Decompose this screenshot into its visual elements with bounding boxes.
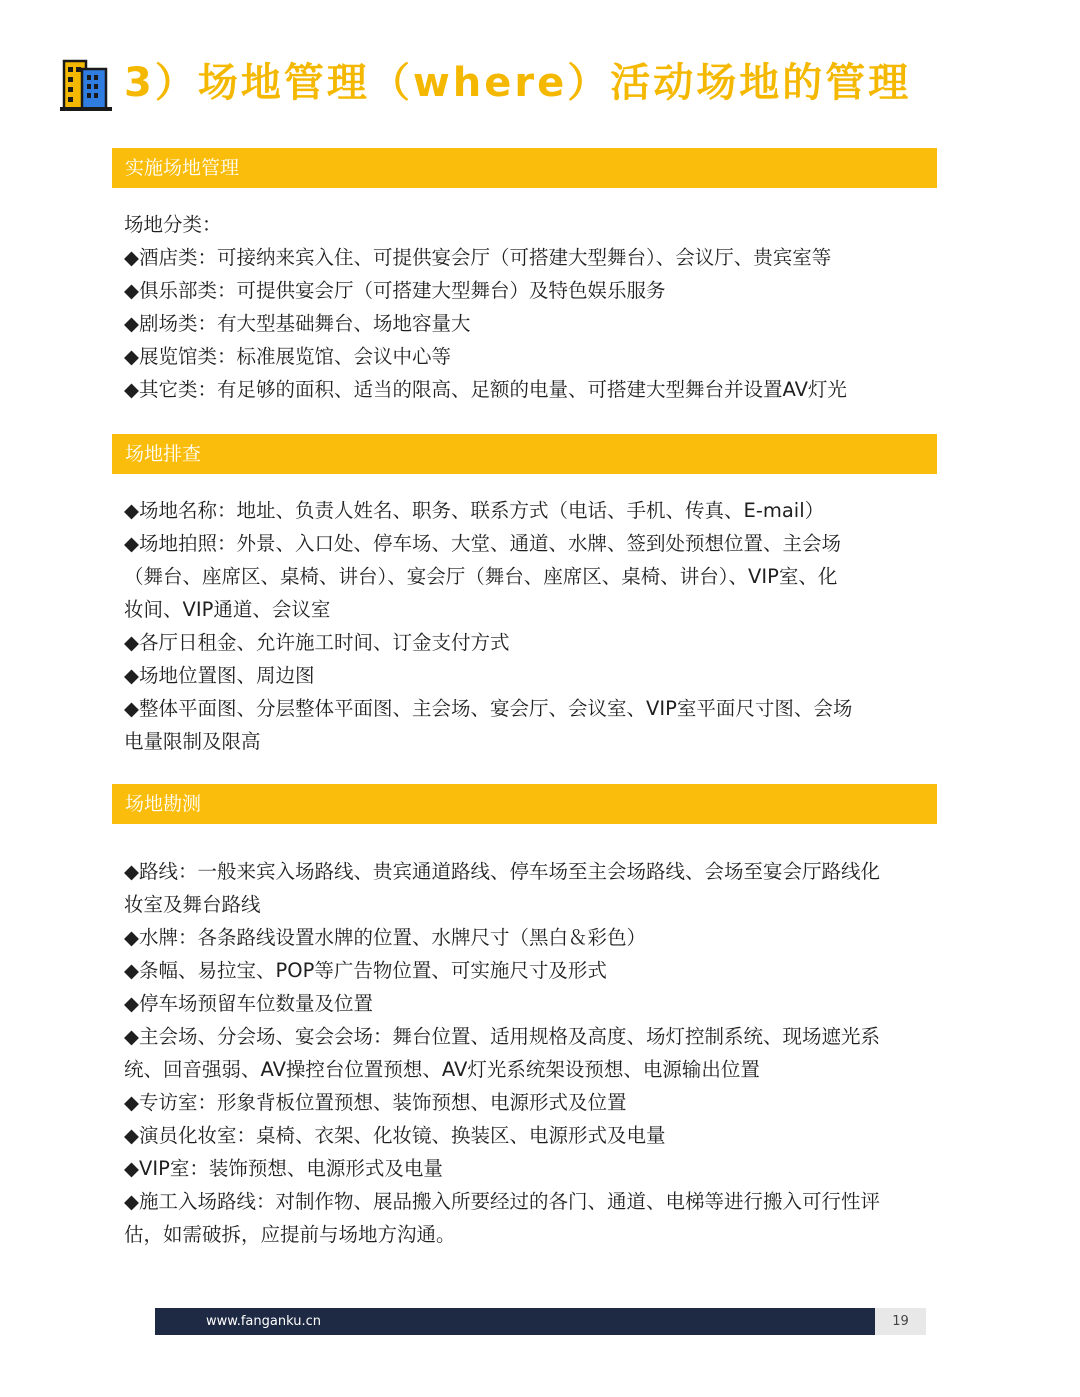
text-line: ◆各厅日租金、允许施工时间、订金支付方式	[124, 631, 510, 654]
text-line: ◆水牌：各条路线设置水牌的位置、水牌尺寸（黑白＆彩色）	[124, 926, 646, 949]
text-line: ◆展览馆类：标准展览馆、会议中心等	[124, 345, 451, 368]
text-line: ◆施工入场路线：对制作物、展品搬入所要经过的各门、通道、电梯等进行搬入可行性评	[124, 1190, 880, 1213]
section-header-survey	[112, 784, 937, 824]
text-line: ◆条幅、易拉宝、POP等广告物位置、可实施尺寸及形式	[124, 959, 607, 982]
text-line: ◆VIP室：装饰预想、电源形式及电量	[124, 1157, 443, 1180]
text-line: （舞台、座席区、桌椅、讲台）、宴会厅（舞台、座席区、桌椅、讲台）、VIP室、化	[124, 565, 838, 588]
text-line: 电量限制及限高	[124, 730, 261, 753]
text-line: ◆演员化妆室：桌椅、衣架、化妆镜、换装区、电源形式及电量	[124, 1124, 666, 1147]
section-body-survey	[124, 855, 954, 1251]
text-line: ◆场地拍照：外景、入口处、停车场、大堂、通道、水牌、签到处预想位置、主会场	[124, 532, 841, 555]
footer-url: www.fanganku.cn	[206, 1314, 321, 1329]
section-label: 实施场地管理	[125, 157, 240, 179]
text-line: 场地分类：	[124, 213, 222, 236]
text-line: ◆酒店类：可接纳来宾入住、可提供宴会厅（可搭建大型舞台）、会议厅、贵宾室等	[124, 246, 832, 269]
section-body-inspection	[124, 494, 954, 758]
section-label: 场地勘测	[125, 793, 202, 815]
footer-bar	[155, 1308, 875, 1335]
page-title: 3）场地管理（where）活动场地的管理	[124, 60, 912, 106]
text-line: ◆俱乐部类：可提供宴会厅（可搭建大型舞台）及特色娱乐服务	[124, 279, 666, 302]
text-line: ◆主会场、分会场、宴会会场：舞台位置、适用规格及高度、场灯控制系统、现场遮光系	[124, 1025, 880, 1048]
building-icon	[58, 53, 114, 113]
text-line: 统、回音强弱、AV操控台位置预想、AV灯光系统架设预想、电源输出位置	[124, 1058, 760, 1081]
text-line: ◆专访室：形象背板位置预想、装饰预想、电源形式及位置	[124, 1091, 627, 1114]
text-line: ◆停车场预留车位数量及位置	[124, 992, 373, 1015]
page-number: 19	[875, 1308, 926, 1335]
text-line: ◆其它类：有足够的面积、适当的限高、足额的电量、可搭建大型舞台并设置AV灯光	[124, 378, 847, 401]
section-header-implementation	[112, 148, 937, 188]
text-line: 妆室及舞台路线	[124, 893, 261, 916]
text-line: ◆场地名称：地址、负责人姓名、职务、联系方式（电话、手机、传真、E-mail）	[124, 499, 825, 522]
text-line: ◆路线：一般来宾入场路线、贵宾通道路线、停车场至主会场路线、会场至宴会厅路线化	[124, 860, 880, 883]
text-line: ◆场地位置图、周边图	[124, 664, 315, 687]
section-body-implementation	[124, 208, 954, 406]
text-line: ◆剧场类：有大型基础舞台、场地容量大	[124, 312, 471, 335]
page-header	[58, 52, 911, 114]
text-line: 估，如需破拆，应提前与场地方沟通。	[124, 1223, 456, 1246]
text-line: ◆整体平面图、分层整体平面图、主会场、宴会厅、会议室、VIP室平面尺寸图、会场	[124, 697, 853, 720]
text-line: 妆间、VIP通道、会议室	[124, 598, 331, 621]
section-label: 场地排查	[125, 443, 202, 465]
section-header-inspection	[112, 434, 937, 474]
